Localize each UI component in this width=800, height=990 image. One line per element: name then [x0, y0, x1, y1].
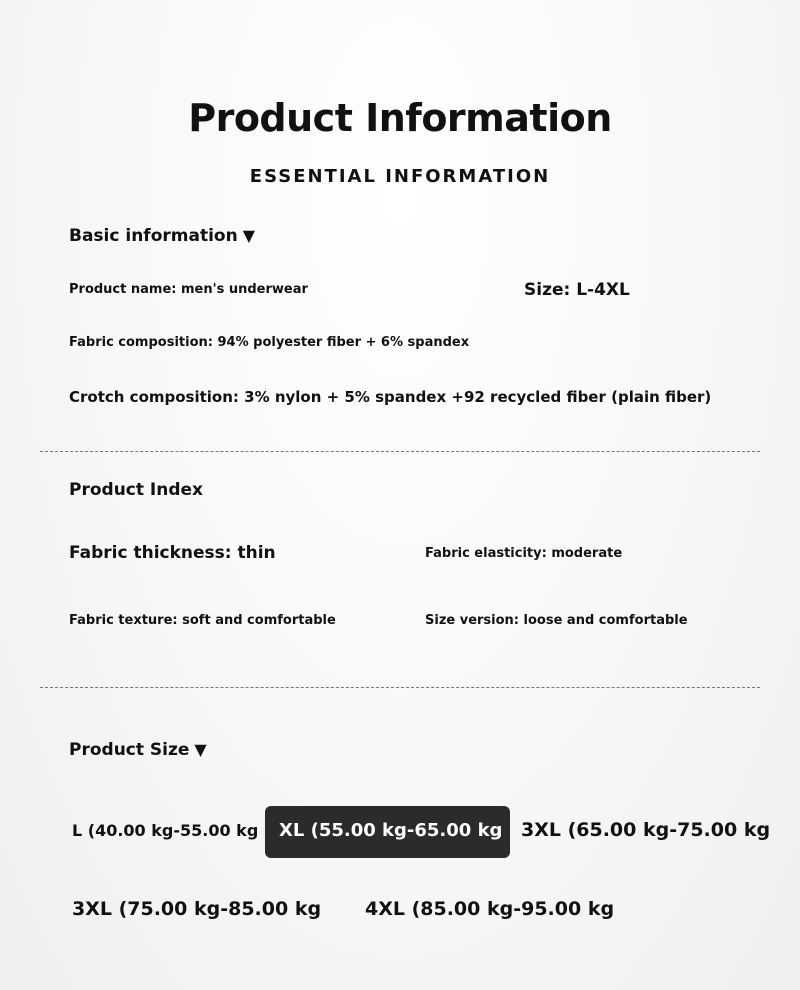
page-title: Product Information [188, 96, 612, 140]
size-version-text: Size version: loose and comfortable [425, 613, 688, 628]
fabric-composition-text: Fabric composition: 94% polyester fiber + 6% spandex [69, 335, 470, 350]
size-option-4xl[interactable]: 4XL (85.00 kg-95.00 kg [365, 898, 615, 920]
section-divider [40, 687, 760, 688]
size-option-l[interactable]: L (40.00 kg-55.00 kg [72, 821, 259, 840]
fabric-texture-text: Fabric texture: soft and comfortable [69, 613, 336, 628]
product-size-heading-label: Product Size [69, 740, 190, 760]
size-range-text: Size: L-4XL [524, 280, 630, 300]
fabric-thickness-text: Fabric thickness: thin [69, 543, 276, 563]
section-divider [40, 451, 760, 452]
product-index-heading: Product Index [69, 480, 204, 500]
caret-down-icon: ▼ [194, 740, 207, 759]
page-subtitle: ESSENTIAL INFORMATION [249, 166, 551, 187]
basic-info-heading-label: Basic information [69, 226, 238, 246]
caret-down-icon: ▼ [242, 226, 255, 245]
basic-info-heading [69, 226, 255, 246]
fabric-elasticity-text: Fabric elasticity: moderate [425, 546, 623, 561]
product-size-heading [69, 740, 207, 760]
size-option-xl-selected[interactable]: XL (55.00 kg-65.00 kg [265, 806, 510, 858]
size-option-3xl-65-75[interactable]: 3XL (65.00 kg-75.00 kg [521, 819, 771, 841]
crotch-composition-text: Crotch composition: 3% nylon + 5% spandex +92 recycled fiber (plain fiber) [69, 388, 712, 406]
size-option-3xl-75-85[interactable]: 3XL (75.00 kg-85.00 kg [72, 898, 322, 920]
product-name-text: Product name: men's underwear [69, 282, 308, 297]
